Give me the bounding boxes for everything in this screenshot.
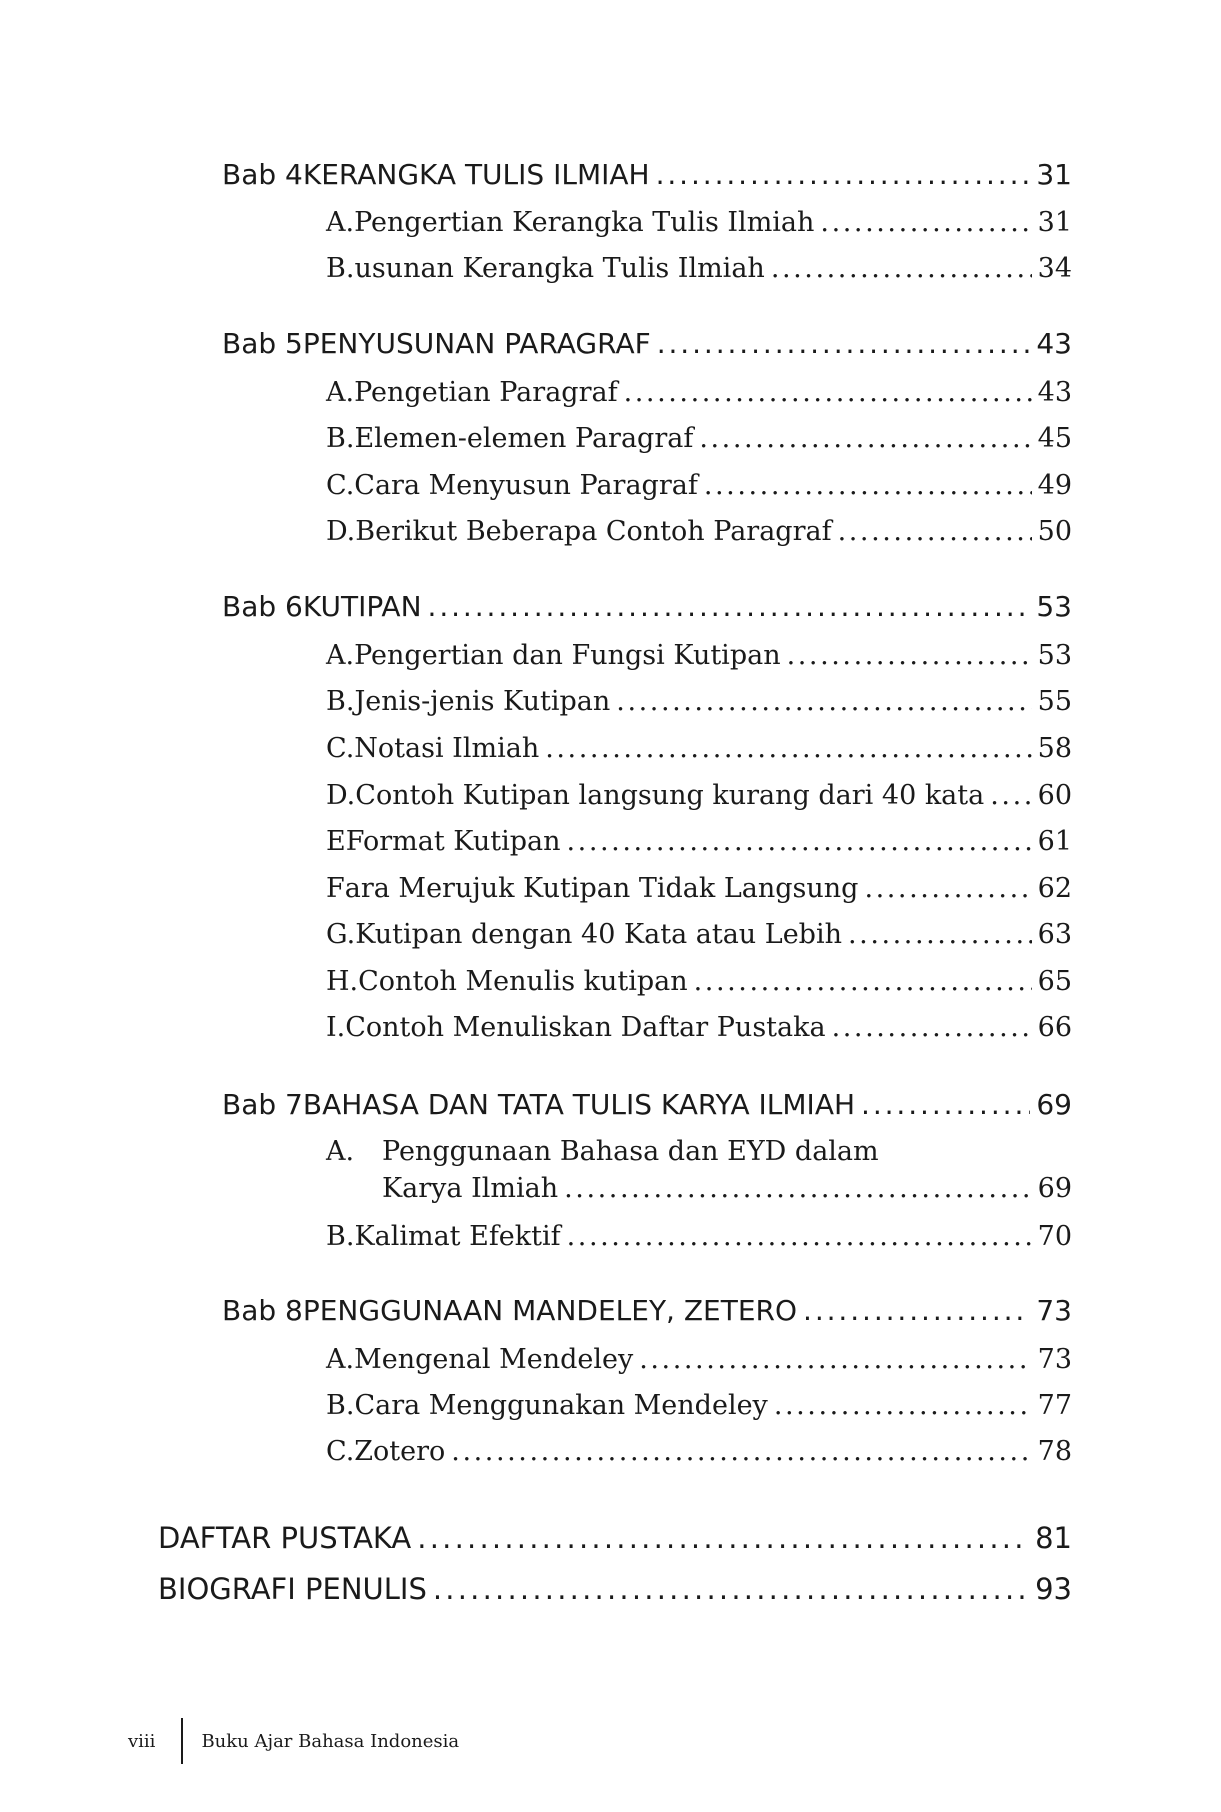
- chapter-number: Bab 4: [222, 158, 303, 191]
- dot-leader: [639, 1344, 1031, 1375]
- toc-entry[interactable]: [326, 1390, 1072, 1421]
- toc-daftar-pustaka[interactable]: [158, 1521, 1072, 1555]
- chapter-title: PENYUSUNAN PARAGRAF: [302, 327, 651, 360]
- dot-leader: [624, 377, 1032, 408]
- entry-page: 78: [1037, 1436, 1072, 1467]
- back-matter-page: 81: [1035, 1521, 1072, 1555]
- entry-title: Pengertian dan Fungsi Kutipan: [354, 640, 781, 671]
- entry-page: 69: [1037, 1173, 1072, 1204]
- entry-page: 70: [1037, 1221, 1072, 1252]
- dot-leader: [694, 966, 1032, 997]
- entry-title: Penggunaan Bahasa dan EYD dalam: [382, 1136, 879, 1167]
- entry-title: Contoh Menuliskan Daftar Pustaka: [345, 1012, 826, 1043]
- page-footer: [128, 1718, 459, 1764]
- toc-entry[interactable]: [326, 966, 1072, 997]
- dot-leader: [564, 1173, 1032, 1204]
- entry-title: Mengenal Mendeley: [354, 1344, 634, 1375]
- footer-divider: [181, 1718, 183, 1764]
- dot-leader: [864, 873, 1031, 904]
- entry-letter: B.: [326, 686, 355, 717]
- footer-page-number: viii: [128, 1730, 156, 1752]
- entry-letter: B.: [326, 1390, 355, 1421]
- entry-title: Zotero: [354, 1436, 446, 1467]
- entry-title: Cara Menyusun Paragraf: [354, 470, 698, 501]
- entry-title: ara Merujuk Kutipan Tidak Langsung: [344, 873, 859, 904]
- entry-title: Contoh Menulis kutipan: [358, 966, 688, 997]
- entry-title: Jenis-jenis Kutipan: [354, 686, 611, 717]
- entry-title: Notasi Ilmiah: [354, 733, 540, 764]
- entry-title: Elemen-elemen Paragraf: [354, 423, 694, 454]
- dot-leader: [451, 1436, 1031, 1467]
- toc-chapter-7[interactable]: [222, 1088, 1072, 1124]
- dot-leader: [861, 1088, 1030, 1121]
- dot-leader: [803, 1294, 1030, 1327]
- dot-leader: [656, 158, 1031, 191]
- toc-entry[interactable]: [326, 207, 1072, 238]
- entry-letter: A.: [326, 640, 355, 671]
- toc-entry[interactable]: [326, 1221, 1072, 1252]
- dot-leader: [774, 1390, 1032, 1421]
- dot-leader: [820, 207, 1031, 238]
- entry-letter: A.: [326, 377, 355, 408]
- toc-entry-multiline[interactable]: [326, 1136, 1072, 1204]
- chapter-page: 43: [1036, 327, 1072, 360]
- entry-page: 50: [1037, 516, 1072, 547]
- toc-entry[interactable]: [326, 640, 1072, 671]
- toc-entry[interactable]: [326, 377, 1072, 408]
- back-matter-title: BIOGRAFI PENULIS: [158, 1572, 427, 1606]
- entry-title: Cara Menggunakan Mendeley: [354, 1390, 768, 1421]
- entry-letter: B.: [326, 253, 355, 284]
- chapter-title: KERANGKA TULIS ILMIAH: [302, 158, 650, 191]
- dot-leader: [545, 733, 1031, 764]
- dot-leader: [616, 686, 1031, 717]
- entry-letter: G.: [326, 919, 356, 950]
- toc-entry[interactable]: [326, 780, 1072, 811]
- toc-entry[interactable]: [326, 826, 1072, 857]
- toc-biografi-penulis[interactable]: [158, 1572, 1072, 1606]
- toc-entry[interactable]: [326, 470, 1072, 501]
- entry-title: Format Kutipan: [345, 826, 561, 857]
- chapter-page: 69: [1036, 1088, 1072, 1121]
- chapter-title: BAHASA DAN TATA TULIS KARYA ILMIAH: [302, 1088, 856, 1121]
- entry-letter: B.: [326, 423, 355, 454]
- entry-letter: I.: [326, 1012, 346, 1043]
- entry-page: 63: [1037, 919, 1072, 950]
- chapter-number: Bab 6: [222, 590, 303, 623]
- entry-letter: A.: [326, 1344, 355, 1375]
- entry-letter: B.: [326, 1221, 355, 1252]
- entry-letter: E: [326, 826, 346, 857]
- entry-page: 65: [1037, 966, 1072, 997]
- entry-page: 55: [1037, 686, 1072, 717]
- chapter-title: KUTIPAN: [302, 590, 422, 623]
- chapter-page: 53: [1036, 590, 1072, 623]
- dot-leader: [428, 590, 1031, 623]
- entry-title: Pengetian Paragraf: [354, 377, 618, 408]
- dot-leader: [838, 516, 1032, 547]
- dot-leader: [567, 826, 1032, 857]
- dot-leader: [832, 1012, 1032, 1043]
- dot-leader: [567, 1221, 1032, 1252]
- entry-page: 31: [1037, 207, 1072, 238]
- toc-entry[interactable]: [326, 253, 1072, 284]
- toc-chapter-6[interactable]: [222, 590, 1072, 626]
- dot-leader: [848, 919, 1032, 950]
- entry-page: 49: [1037, 470, 1072, 501]
- toc-entry[interactable]: [326, 733, 1072, 764]
- chapter-page: 31: [1036, 158, 1072, 191]
- toc-chapter-4[interactable]: [222, 158, 1072, 194]
- entry-page: 45: [1037, 423, 1072, 454]
- entry-page: 62: [1037, 873, 1072, 904]
- chapter-title: PENGGUNAAN MANDELEY, ZETERO: [302, 1294, 798, 1327]
- entry-page: 58: [1037, 733, 1072, 764]
- dot-leader: [433, 1572, 1029, 1606]
- chapter-page: 73: [1036, 1294, 1072, 1327]
- entry-title: Berikut Beberapa Contoh Paragraf: [355, 516, 832, 547]
- entry-page: 34: [1037, 253, 1072, 284]
- entry-letter: A.: [326, 1136, 355, 1167]
- dot-leader: [787, 640, 1032, 671]
- entry-page: 77: [1037, 1390, 1072, 1421]
- toc-entry[interactable]: [326, 1344, 1072, 1375]
- entry-letter: C.: [326, 470, 355, 501]
- dot-leader: [417, 1521, 1029, 1555]
- entry-letter: D.: [326, 780, 356, 811]
- entry-letter: D.: [326, 516, 356, 547]
- back-matter-page: 93: [1035, 1572, 1072, 1606]
- entry-page: 73: [1037, 1344, 1072, 1375]
- toc-entry[interactable]: [326, 1012, 1072, 1043]
- footer-book-title: Buku Ajar Bahasa Indonesia: [201, 1730, 460, 1752]
- toc-entry[interactable]: [326, 686, 1072, 717]
- entry-page: 60: [1037, 780, 1072, 811]
- dot-leader: [699, 423, 1031, 454]
- entry-title-continued: Karya Ilmiah: [382, 1173, 559, 1204]
- toc-entry[interactable]: [326, 423, 1072, 454]
- entry-letter: C.: [326, 1436, 355, 1467]
- dot-leader: [771, 253, 1032, 284]
- toc-entry[interactable]: [326, 873, 1072, 904]
- chapter-number: Bab 8: [222, 1294, 303, 1327]
- toc-chapter-8[interactable]: [222, 1294, 1072, 1330]
- entry-title: usunan Kerangka Tulis Ilmiah: [354, 253, 765, 284]
- entry-letter: C.: [326, 733, 355, 764]
- entry-title: Kalimat Efektif: [354, 1221, 561, 1252]
- entry-page: 61: [1037, 826, 1072, 857]
- toc-entry[interactable]: [326, 1436, 1072, 1467]
- dot-leader: [657, 327, 1031, 360]
- entry-page: 66: [1037, 1012, 1072, 1043]
- toc-chapter-5[interactable]: [222, 327, 1072, 363]
- toc-entry[interactable]: [326, 516, 1072, 547]
- entry-page: 43: [1037, 377, 1072, 408]
- chapter-number: Bab 5: [222, 327, 303, 360]
- entry-title: Pengertian Kerangka Tulis Ilmiah: [354, 207, 815, 238]
- entry-letter: A.: [326, 207, 355, 238]
- back-matter-title: DAFTAR PUSTAKA: [158, 1521, 412, 1555]
- toc-entry[interactable]: [326, 919, 1072, 950]
- entry-page: 53: [1037, 640, 1072, 671]
- dot-leader: [990, 780, 1031, 811]
- entry-title: Kutipan dengan 40 Kata atau Lebih: [355, 919, 842, 950]
- entry-title: Contoh Kutipan langsung kurang dari 40 kata: [355, 780, 985, 811]
- dot-leader: [704, 470, 1032, 501]
- entry-letter: F: [326, 873, 345, 904]
- chapter-number: Bab 7: [222, 1088, 303, 1121]
- entry-letter: H.: [326, 966, 359, 997]
